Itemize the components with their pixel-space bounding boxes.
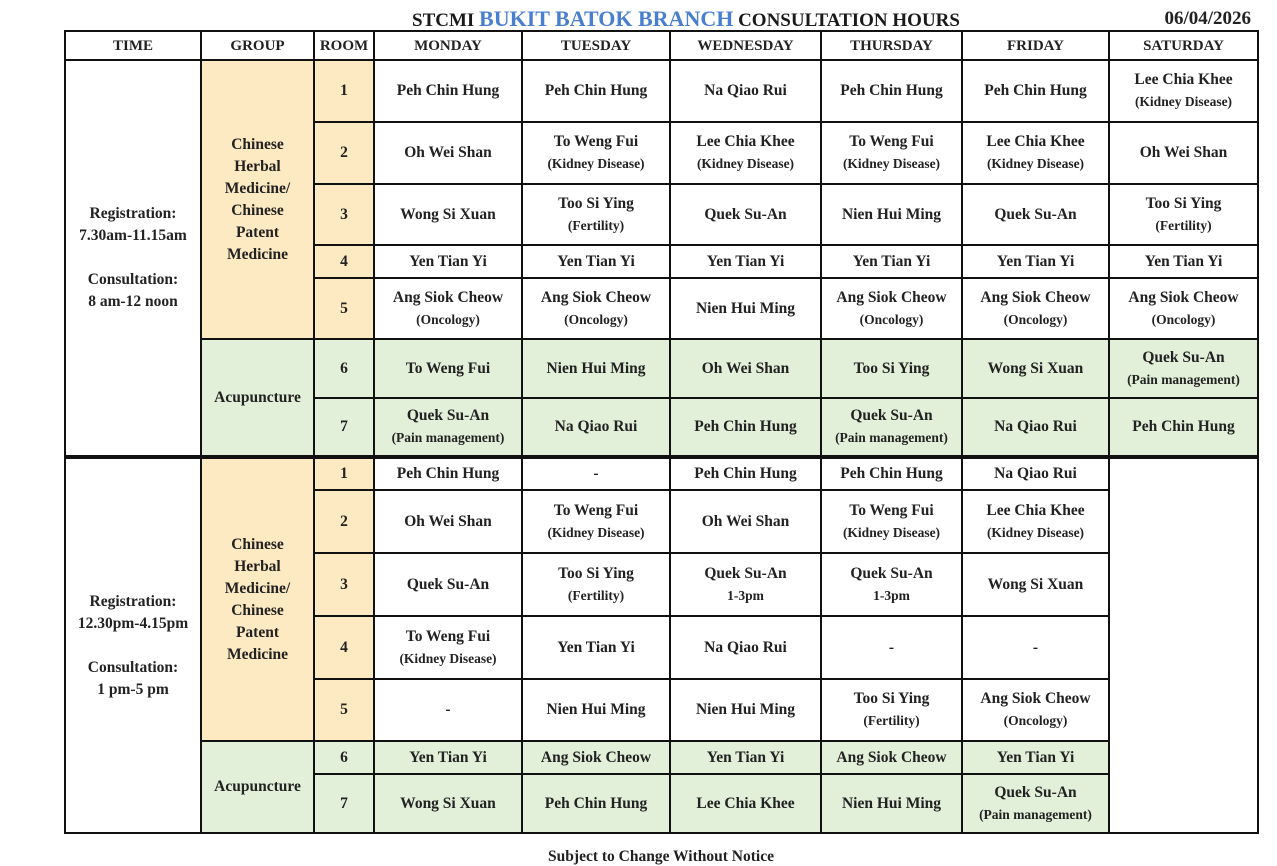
- room-number: 1: [314, 457, 374, 490]
- doctor-cell: [522, 60, 670, 122]
- consultation-time: 8 am-12 noon: [88, 293, 178, 310]
- doctor-name: Quek Su-An: [406, 575, 490, 593]
- doctor-specialty: (Oncology): [1151, 311, 1216, 327]
- room-number: 7: [314, 774, 374, 833]
- doctor-cell: [670, 774, 821, 833]
- doctor-cell: [821, 741, 962, 774]
- registration-time: 12.30pm-4.15pm: [77, 614, 189, 632]
- doctor-cell: [522, 245, 670, 278]
- doctor-specialty: (Pain management): [391, 430, 505, 445]
- doctor-cell: [962, 398, 1109, 457]
- doctor-cell: [374, 741, 522, 774]
- doctor-cell: [821, 60, 962, 122]
- spacer: [68, 247, 198, 269]
- doctor-name: Peh Chin Hung: [544, 794, 648, 812]
- room-number: 7: [314, 398, 374, 457]
- doctor-cell: [522, 774, 670, 833]
- doctor-specialty: (Kidney Disease): [842, 156, 941, 171]
- doctor-name: Yen Tian Yi: [706, 748, 785, 766]
- title-suffix: CONSULTATION HOURS: [733, 10, 960, 31]
- doctor-cell: [670, 457, 821, 490]
- footer-notice: Subject to Change Without Notice: [548, 848, 774, 865]
- doctor-cell: [670, 553, 821, 616]
- doctor-cell: [821, 616, 962, 679]
- doctor-name: Nien Hui Ming: [546, 701, 646, 718]
- column-header: THURSDAY: [821, 31, 962, 60]
- doctor-cell: [962, 457, 1109, 490]
- room-number: 4: [314, 245, 374, 278]
- doctor-name: Ang Siok Cheow: [836, 748, 947, 766]
- doctor-name: Ang Siok Cheow: [540, 748, 652, 766]
- doctor-name: Peh Chin Hung: [1132, 418, 1235, 435]
- group-acupuncture: Acupuncture: [201, 741, 314, 833]
- doctor-name: Yen Tian Yi: [852, 252, 931, 270]
- doctor-name: Too Si Ying: [1145, 194, 1222, 212]
- doctor-cell: [1109, 398, 1258, 457]
- doctor-name: Lee Chia Khee: [986, 133, 1085, 150]
- doctor-specialty: (Oncology): [564, 311, 628, 327]
- doctor-name: Nien Hui Ming: [841, 205, 942, 223]
- session-time-cell: [65, 60, 201, 457]
- doctor-name: Too Si Ying: [853, 359, 930, 377]
- group-label-line: Chinese: [231, 201, 284, 219]
- schedule-row: [65, 339, 1258, 398]
- doctor-name: Oh Wei Shan: [404, 144, 492, 161]
- doctor-name: Nien Hui Ming: [695, 299, 796, 317]
- doctor-name: Quek Su-An: [994, 205, 1077, 223]
- doctor-cell: [374, 679, 522, 741]
- doctor-name: Ang Siok Cheow: [1128, 288, 1239, 306]
- column-header: FRIDAY: [962, 31, 1109, 60]
- doctor-specialty: (Fertility): [1155, 217, 1212, 233]
- doctor-name: -: [593, 465, 599, 482]
- room-number: 4: [314, 616, 374, 679]
- doctor-name: Quek Su-An: [850, 407, 933, 424]
- column-header: WEDNESDAY: [670, 31, 821, 60]
- doctor-name: Yen Tian Yi: [409, 748, 487, 766]
- doctor-cell: [962, 774, 1109, 833]
- doctor-cell: [670, 278, 821, 339]
- doctor-cell: [670, 741, 821, 774]
- doctor-cell: [374, 553, 522, 616]
- doctor-name: Peh Chin Hung: [840, 82, 943, 99]
- doctor-cell: [522, 741, 670, 774]
- doctor-name: Ang Siok Cheow: [980, 288, 1091, 306]
- schedule-body: [65, 60, 1258, 833]
- schedule-table: [64, 30, 1259, 834]
- doctor-cell: [1109, 60, 1258, 122]
- doctor-cell: [821, 679, 962, 741]
- doctor-cell: [821, 278, 962, 339]
- doctor-cell: [962, 741, 1109, 774]
- room-number: 6: [314, 741, 374, 774]
- doctor-name: -: [888, 638, 895, 656]
- doctor-specialty: (Pain management): [835, 430, 948, 445]
- doctor-cell: [522, 122, 670, 184]
- room-number: 1: [314, 60, 374, 122]
- doctor-cell: [962, 679, 1109, 741]
- doctor-name: To Weng Fui: [849, 501, 934, 519]
- title-branch: BUKIT BATOK BRANCH: [479, 6, 734, 31]
- registration-label: Registration:: [89, 592, 177, 610]
- doctor-name: Quek Su-An: [994, 783, 1077, 801]
- doctor-cell: [522, 339, 670, 398]
- group-label-line: Medicine: [226, 645, 289, 663]
- doctor-name: To Weng Fui: [405, 627, 491, 645]
- group-label-line: Chinese: [231, 135, 284, 153]
- group-herbal-medicine: [201, 60, 314, 339]
- doctor-name: Ang Siok Cheow: [980, 690, 1091, 707]
- doctor-cell: [821, 184, 962, 245]
- doctor-cell: [522, 616, 670, 679]
- doctor-name: Too Si Ying: [558, 564, 634, 582]
- doctor-specialty: (Kidney Disease): [547, 524, 645, 540]
- consultation-label: Consultation:: [87, 271, 179, 288]
- doctor-specialty: (Kidney Disease): [1134, 94, 1233, 109]
- header-row: [65, 31, 1258, 60]
- doctor-name: Nien Hui Ming: [546, 359, 646, 377]
- doctor-cell: [962, 553, 1109, 616]
- doctor-cell: [522, 278, 670, 339]
- doctor-cell: [374, 398, 522, 457]
- schedule-row: [65, 457, 1258, 490]
- doctor-specialty: (Kidney Disease): [399, 650, 497, 666]
- column-header: SATURDAY: [1109, 31, 1258, 60]
- doctor-specialty: (Kidney Disease): [842, 524, 941, 540]
- doctor-name: Na Qiao Rui: [704, 638, 787, 656]
- doctor-name: Quek Su-An: [704, 205, 787, 223]
- doctor-cell: [374, 184, 522, 245]
- doctor-cell: [670, 60, 821, 122]
- consultation-time: 1 pm-5 pm: [97, 680, 169, 698]
- doctor-cell: [962, 60, 1109, 122]
- room-number: 2: [314, 122, 374, 184]
- doctor-name: Lee Chia Khee: [986, 501, 1085, 519]
- doctor-cell: [522, 398, 670, 457]
- doctor-cell: [374, 339, 522, 398]
- doctor-cell: [821, 122, 962, 184]
- doctor-cell: [670, 679, 821, 741]
- doctor-name: Peh Chin Hung: [984, 82, 1087, 99]
- doctor-name: Nien Hui Ming: [841, 794, 942, 812]
- doctor-name: Na Qiao Rui: [554, 418, 638, 435]
- doctor-name: Wong Si Xuan: [987, 575, 1084, 593]
- group-label-line: Herbal: [234, 157, 281, 175]
- group-label-line: Medicine/: [224, 579, 291, 597]
- session-time-cell: [65, 457, 201, 833]
- doctor-name: Na Qiao Rui: [704, 82, 787, 99]
- doctor-cell: [821, 457, 962, 490]
- doctor-cell: [374, 122, 522, 184]
- doctor-name: Ang Siok Cheow: [836, 288, 947, 306]
- doctor-name: Na Qiao Rui: [994, 465, 1077, 482]
- room-number: 3: [314, 184, 374, 245]
- group-label-line: Patent: [235, 623, 280, 641]
- doctor-cell: [522, 184, 670, 245]
- page-title: [0, 6, 1277, 32]
- group-label-line: Chinese: [231, 601, 284, 619]
- saturday-afternoon-empty: [1109, 457, 1258, 833]
- doctor-name: Quek Su-An: [1142, 348, 1225, 366]
- doctor-name: Yen Tian Yi: [557, 638, 635, 656]
- doctor-name: Ang Siok Cheow: [392, 288, 504, 306]
- doctor-cell: [962, 339, 1109, 398]
- doctor-name: Peh Chin Hung: [396, 82, 500, 99]
- doctor-name: -: [445, 701, 451, 718]
- doctor-name: Ang Siok Cheow: [540, 288, 652, 306]
- doctor-name: Lee Chia Khee: [1134, 71, 1233, 88]
- doctor-name: Oh Wei Shan: [1139, 144, 1228, 161]
- doctor-cell: [962, 184, 1109, 245]
- doctor-cell: [670, 245, 821, 278]
- doctor-cell: [1109, 122, 1258, 184]
- group-label-line: Herbal: [234, 557, 281, 575]
- doctor-name: Peh Chin Hung: [694, 418, 797, 435]
- column-header: GROUP: [201, 31, 314, 60]
- doctor-specialty: (Kidney Disease): [986, 156, 1085, 171]
- doctor-cell: [962, 245, 1109, 278]
- doctor-name: To Weng Fui: [405, 359, 491, 377]
- group-label-line: Medicine/: [224, 179, 291, 197]
- doctor-name: -: [1032, 638, 1039, 656]
- doctor-cell: [821, 339, 962, 398]
- doctor-name: Yen Tian Yi: [996, 748, 1075, 766]
- doctor-cell: [522, 490, 670, 553]
- registration-label: Registration:: [89, 205, 177, 222]
- doctor-name: Oh Wei Shan: [701, 512, 790, 530]
- doctor-cell: [374, 245, 522, 278]
- doctor-name: Quek Su-An: [406, 407, 490, 424]
- doctor-specialty: (Pain management): [1127, 371, 1240, 387]
- doctor-cell: [522, 679, 670, 741]
- doctor-specialty: (Oncology): [1003, 713, 1068, 728]
- doctor-cell: [374, 490, 522, 553]
- doctor-specialty: (Fertility): [567, 587, 625, 603]
- room-number: 5: [314, 679, 374, 741]
- title-prefix: STCMI: [412, 10, 480, 31]
- doctor-name: Peh Chin Hung: [694, 465, 797, 482]
- column-header: ROOM: [314, 31, 374, 60]
- spacer: [68, 635, 198, 657]
- doctor-cell: [962, 278, 1109, 339]
- group-label-line: Patent: [235, 223, 280, 241]
- doctor-name: Wong Si Xuan: [400, 794, 496, 812]
- column-header: TUESDAY: [522, 31, 670, 60]
- doctor-name: Yen Tian Yi: [996, 252, 1075, 270]
- doctor-name: Yen Tian Yi: [706, 252, 785, 270]
- doctor-name: Peh Chin Hung: [544, 82, 648, 99]
- doctor-name: Yen Tian Yi: [1144, 252, 1223, 270]
- doctor-cell: [374, 457, 522, 490]
- doctor-name: Nien Hui Ming: [695, 701, 796, 718]
- doctor-specialty: 1-3pm: [727, 587, 764, 603]
- doctor-cell: [821, 245, 962, 278]
- schedule-row: [65, 60, 1258, 122]
- doctor-cell: [1109, 278, 1258, 339]
- doctor-cell: [374, 278, 522, 339]
- doctor-specialty: (Oncology): [416, 311, 480, 327]
- doctor-name: To Weng Fui: [849, 133, 934, 150]
- doctor-cell: [962, 490, 1109, 553]
- doctor-cell: [962, 616, 1109, 679]
- doctor-specialty: (Oncology): [1003, 311, 1068, 327]
- doctor-cell: [522, 553, 670, 616]
- doctor-name: Peh Chin Hung: [840, 465, 943, 482]
- doctor-cell: [821, 490, 962, 553]
- doctor-cell: [670, 122, 821, 184]
- doctor-cell: [1109, 339, 1258, 398]
- group-label-line: Chinese: [231, 535, 284, 553]
- doctor-name: Oh Wei Shan: [701, 359, 790, 377]
- doctor-specialty: (Kidney Disease): [696, 156, 795, 171]
- doctor-cell: [962, 122, 1109, 184]
- doctor-name: To Weng Fui: [553, 501, 639, 519]
- room-number: 6: [314, 339, 374, 398]
- doctor-name: Yen Tian Yi: [409, 252, 487, 270]
- column-header: TIME: [65, 31, 201, 60]
- room-number: 5: [314, 278, 374, 339]
- doctor-specialty: (Pain management): [979, 806, 1092, 822]
- doctor-specialty: (Fertility): [567, 217, 625, 233]
- group-herbal-medicine: [201, 457, 314, 741]
- doctor-name: Wong Si Xuan: [987, 359, 1084, 377]
- doctor-name: Lee Chia Khee: [696, 794, 795, 812]
- doctor-cell: [522, 457, 670, 490]
- doctor-cell: [670, 398, 821, 457]
- doctor-name: Quek Su-An: [850, 564, 933, 582]
- schedule-row: [65, 741, 1258, 774]
- doctor-specialty: (Kidney Disease): [547, 156, 645, 171]
- doctor-name: To Weng Fui: [553, 133, 639, 150]
- registration-time: 7.30am-11.15am: [79, 227, 187, 244]
- doctor-cell: [374, 774, 522, 833]
- doctor-specialty: (Kidney Disease): [986, 524, 1085, 540]
- doctor-name: Oh Wei Shan: [404, 512, 492, 530]
- doctor-cell: [670, 616, 821, 679]
- doctor-name: Lee Chia Khee: [696, 133, 795, 150]
- doctor-name: Too Si Ying: [558, 194, 634, 212]
- column-header: MONDAY: [374, 31, 522, 60]
- doctor-specialty: (Fertility): [863, 713, 920, 728]
- doctor-cell: [821, 398, 962, 457]
- room-number: 3: [314, 553, 374, 616]
- header: [0, 4, 1277, 30]
- doctor-cell: [821, 774, 962, 833]
- doctor-cell: [670, 339, 821, 398]
- group-label-line: Medicine: [226, 245, 289, 263]
- doctor-name: Too Si Ying: [853, 690, 930, 707]
- doctor-specialty: (Oncology): [859, 311, 924, 327]
- room-number: 2: [314, 490, 374, 553]
- doctor-cell: [1109, 184, 1258, 245]
- doctor-cell: [374, 616, 522, 679]
- doctor-specialty: 1-3pm: [873, 587, 910, 603]
- doctor-cell: [670, 184, 821, 245]
- group-acupuncture: Acupuncture: [201, 339, 314, 457]
- doctor-name: Peh Chin Hung: [396, 465, 500, 482]
- doctor-cell: [821, 553, 962, 616]
- schedule-date: 06/04/2026: [1164, 8, 1251, 29]
- doctor-name: Wong Si Xuan: [400, 205, 496, 223]
- doctor-name: Yen Tian Yi: [557, 252, 635, 270]
- doctor-cell: [374, 60, 522, 122]
- doctor-cell: [670, 490, 821, 553]
- doctor-name: Na Qiao Rui: [994, 418, 1077, 435]
- doctor-cell: [1109, 245, 1258, 278]
- consultation-label: Consultation:: [87, 658, 179, 676]
- doctor-name: Quek Su-An: [704, 564, 787, 582]
